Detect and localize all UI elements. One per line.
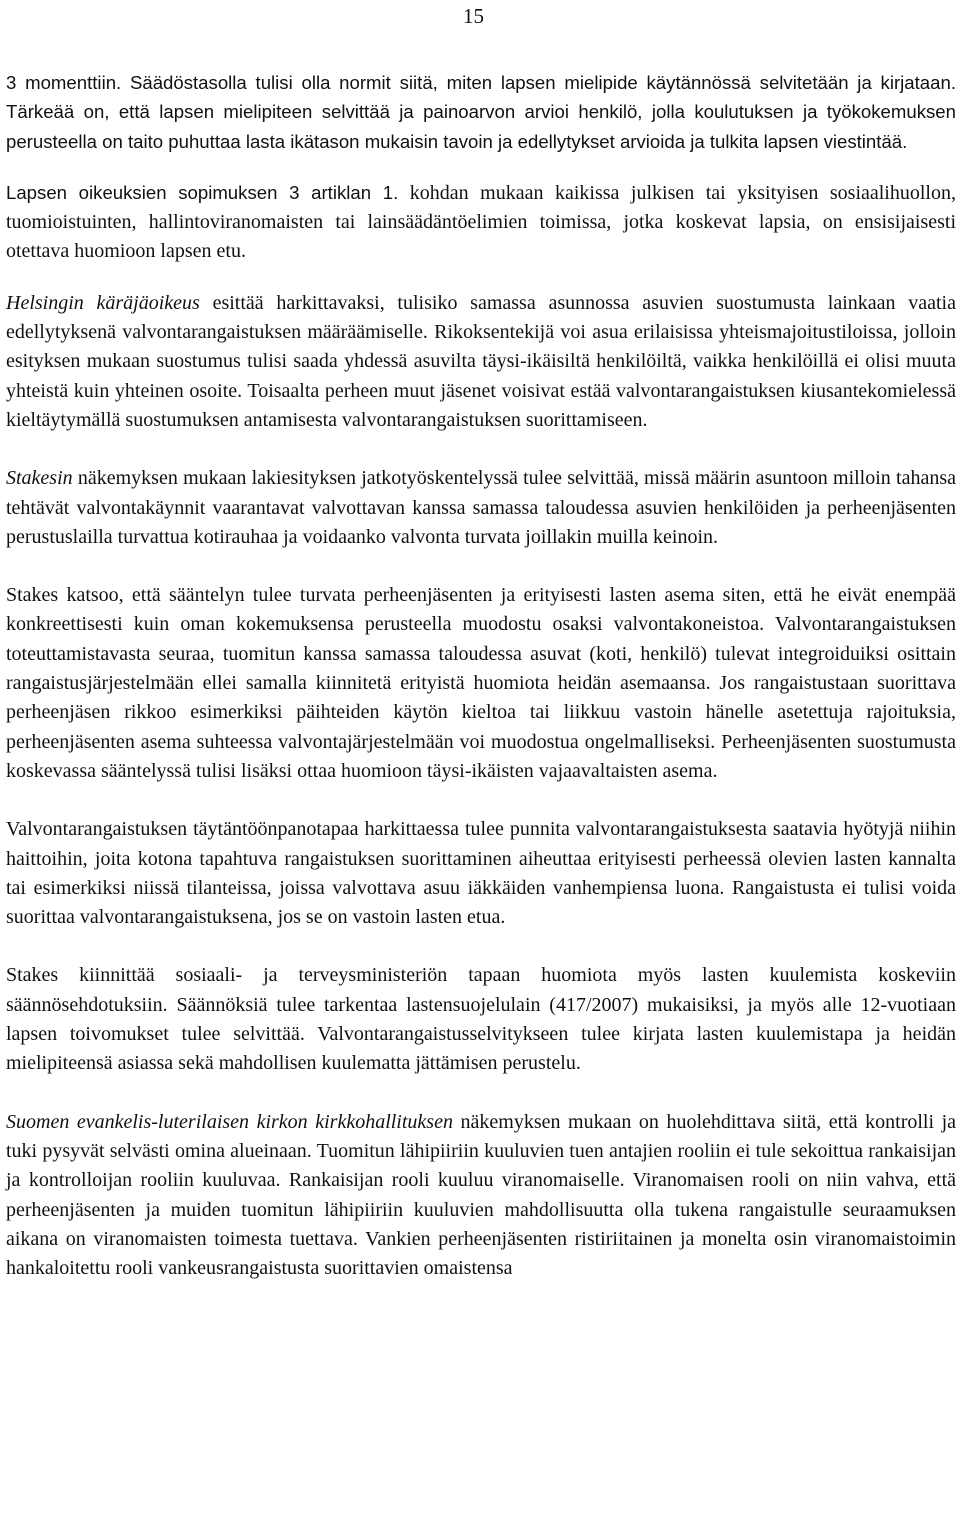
paragraph-lapsen-oikeudet [6,178,956,267]
paragraph-text: Valvontarangaistuksen täytäntöönpanotapaa harkittaessa tulee punnita valvontarangaistuksesta saatavia hyötyjä niihin haittoihin, joita kotona tapahtuva rangaistuksen suorittaminen aiheuttaa erityisesti perheessä olevien lasten kannalta tai esimerkiksi niissä tilanteissa, joissa valvottava asuu iäkkäiden vanhempiensa luona. Rangaistusta ei tulisi voida suorittaa valvontarangaistuksena, jos se on vastoin lasten etua. [6,818,956,929]
page-number: 15 [463,4,484,28]
paragraph-helsingin-karajaoikeus [6,289,956,435]
document-body [6,68,956,1312]
paragraph-stakes-katsoo [6,581,956,786]
paragraph-lapsen-mielipide [6,68,956,156]
paragraph-text: Stakes katsoo, että sääntelyn tulee turvata perheenjäsenten ja erityisesti lasten asema siten, että he eivät enempää konkreettisesti kuin oman kokemuksensa perusteella muodostu osaksi valvontakoneistoa. Valvontarangaistuksen toteuttamistavasta seuraa, tuomitun kanssa samassa taloudessa asuvat (koti, henkilö) tulevat integroiduiksi osittain rangaistusjärjestelmään ellei samalla kiinnitetä erityistä huomiota heidän asemaansa. Jos rangaistustaan suorittava perheenjäsen rikkoo esimerkiksi päihteiden käytön kieltoa tai liikkuu vastoin hänelle asetettuja rajoituksia, perheenjäsenten asema suhteessa valvontajärjestelmään voi muodostua ongelmalliseksi. Perheenjäsenten suostumusta koskevassa sääntelyssä tulisi lisäksi ottaa huomioon täysi-ikäisten vajaavaltaisten asema. [6,584,956,782]
paragraph-text: kohdan mukaan kaikissa julkisen tai yksityisen sosiaalihuollon, tuomioistuinten, hallintoviranomaisten tai lainsäädäntöelimien toimissa, jotka koskevat lapsia, on ensisijaisesti otettava huomioon lapsen etu. [6,181,956,263]
paragraph-stakes-kiinnittaa [6,961,956,1078]
paragraph-text: Stakes kiinnittää sosiaali- ja terveysministeriön tapaan huomiota myös lasten kuulemista koskeviin säännösehdotuksiin. Säännöksiä tulee tarkentaa lastensuojelulain (417/2007) mukaisiksi, ja myös alle 12-vuotiaan lapsen toivomukset tulee selvittää. Valvontarangaistusselvitykseen tulee kirjata lasten kuulemistapa ja heidän mielipiteensä asiassa sekä mahdollisen kuulematta jättämisen perustelu. [6,964,956,1075]
paragraph-kirkkohallitus [6,1108,956,1284]
paragraph-text: 3 momenttiin. Säädöstasolla tulisi olla normit siitä, miten lapsen mielipide käytännössä selvitetään ja kirjataan. Tärkeää on, että lapsen mielipiteen selvittää ja painoarvon arvioi henkilö, jolla koulutuksen ja työkokemuksen perusteella on taito puhuttaa lasta ikätason mukaisin tavoin ja edellytykset arvioida ja tulkita lapsen viestintää. [6,72,956,152]
organization-name: Stakesin [6,467,73,490]
organization-name: Helsingin käräjäoikeus [6,291,200,314]
paragraph-text: esittää harkittavaksi, tulisiko samassa asunnossa asuvien suostumusta lainkaan vaatia edellytyksenä valvontarangaistuksen määräämiselle. Rikoksentekijä voi asua erilaisissa yhteismajoitustiloissa, jolloin esityksen mukaan suostumus tulisi saada yhdessä asuvilta täysi-ikäisiltä henkilöiltä, vaikka henkilöillä ei olisi muuta yhteistä kuin yhteinen osoite. Toisaalta perheen muut jäsenet voisivat estää valvontarangaistuksen kiusantekomielessä kieltäytymällä suostumuksen antamisesta valvontarangaistuksen suorittamiseen. [6,291,956,431]
paragraph-text: näkemyksen mukaan on huolehdittava siitä, että kontrolli ja tuki pysyvät selvästi omina alueinaan. Tuomitun lähipiiriin kuuluvien tuen antajien rooliin ei tule sekoittua rankaisijan ja kontrolloijan rooliin kuuluvaa. Rankaisijan rooli kuuluu viranomaiselle. Viranomaisen rooli on niin vahva, että perheenjäsenten ja muiden tuomitun lähipiiriin kuuluvien mahdollisuutta olla tukena rangaistulle seuraamuksen aikana on viranomaisten toimesta tuettava. Vankien perheenjäsenten ristiriitainen ja monelta osin viranomaistoimin hankaloitettu rooli vankeusrangaistusta suorittavien omaistensa [6,1110,956,1280]
organization-name: Suomen evankelis-luterilaisen kirkon kirkkohallituksen [6,1110,453,1133]
paragraph-taytantoonpanotapa [6,815,956,932]
paragraph-stakesin [6,464,956,552]
paragraph-lead: Lapsen oikeuksien sopimuksen 3 artiklan 1. [6,181,399,203]
paragraph-text: näkemyksen mukaan lakiesityksen jatkotyöskentelyssä tulee selvittää, missä määrin asuntoon milloin tahansa tehtävät valvontakäynnit vaarantavat valvottavan kanssa samassa taloudessa asuvien henkilöiden ja perheenjäsenten perustuslailla turvattua kotirauhaa ja voidaanko valvonta turvata joillakin muilla keinoin. [6,467,956,548]
